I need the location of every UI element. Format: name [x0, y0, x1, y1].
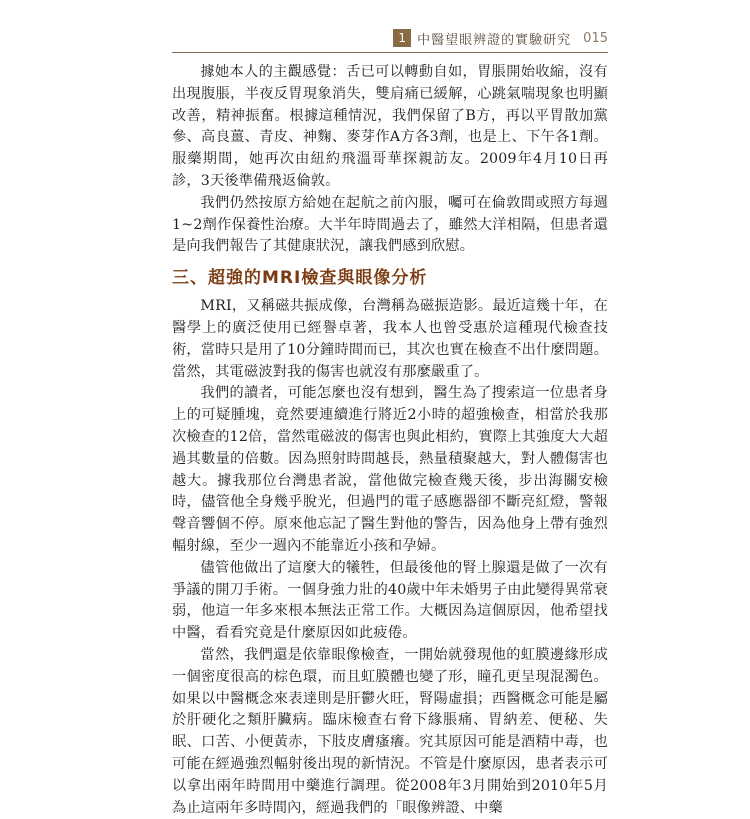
- paragraph: 當然，我們還是依靠眼像檢查，一開始就發現他的虹膜邊緣形成一個密度很高的棕色環，而且虹膜體也變了形，瞳孔更呈現混濁色。如果以中醫概念來表達則是肝鬱火旺，腎陽虛損；西醫概念可能是屬於肝硬化之類肝臟病。臨床檢查右脅下緣脹痛、胃納差、便秘、失眠、口苦、小便黃赤，下肢皮膚瘙癢。究其原因可能是酒精中毒，也可能在經過強烈輻射後出現的新情況。不管是什麼原因，患者表示可以拿出兩年時間用中藥進行調理。從2008年3月開始到2010年5月為止這兩年多時間內，經過我們的「眼像辨證、中藥: [172, 646, 608, 816]
- paragraph: MRI，又稱磁共振成像，台灣稱為磁振造影。最近這幾十年，在醫學上的廣泛使用已經譽卓著，我本人也曾受惠於這種現代檢查技術，當時只是用了10分鐘時間而已，其次也實在檢查不出什麼問題。當然，其電磁波對我的傷害也就沒有那麼嚴重了。: [172, 298, 608, 380]
- header-divider: [172, 52, 608, 53]
- paragraph: 儘管他做出了這麼大的犧牲，但最後他的腎上腺還是做了一次有爭議的開刀手術。一個身強力壯的40歲中年未婚男子由此變得異常衰弱，他這一年多來根本無法正常工作。大概因為這個原因，他希望找中醫，看看究竟是什麼原因如此疲倦。: [172, 559, 608, 642]
- section-heading: 三、超強的MRI檢查與眼像分析: [172, 268, 428, 289]
- paragraph: 據她本人的主觀感覺：舌已可以轉動自如，胃脹開始收縮，沒有出現腹脹，半夜反胃現象消失，雙肩痛已緩解，心跳氣喘現象也明顯改善，精神振奮。根據這種情況，我們保留了B方，再以平胃散加黨參、高良薑、青皮、神麴、麥芽作A方各3劑，也是上、下午各1劑。服藥期間，她再次由紐約飛溫哥華探親訪友。2009年4月10日再診，3天後準備飛返倫敦。: [172, 64, 608, 189]
- page-number: 015: [583, 30, 608, 46]
- paragraph: 我們的讀者，可能怎麼也沒有想到，醫生為了搜索這一位患者身上的可疑腫塊，竟然要連續進行將近2小時的超強檢查，相當於我那次檢查的12倍，當然電磁波的傷害也與此相約，實際上其強度大大超過其數量的倍數。因為照射時間越長，熱量積聚越大，對人體傷害也越大。據我那位台灣患者說，當他做完檢查幾天後，步出海關安檢時，儘管他全身幾乎脫光，但過門的電子感應器卻不斷亮紅燈，警報聲音響個不停。原來他忘記了醫生對他的警告，因為他身上帶有強烈輻射線，至少一週內不能靠近小孩和孕婦。: [172, 385, 608, 554]
- book-title: 中醫望眼辨證的實驗研究: [417, 32, 572, 48]
- chapter-badge: 1: [393, 29, 411, 47]
- paragraph: 我們仍然按原方給她在起航之前內服，囑可在倫敦間或照方每週1~2劑作保養性治療。大半年時間過去了，雖然大洋相隔，但患者還是向我們報告了其健康狀況，讓我們感到欣慰。: [172, 194, 608, 255]
- running-header: [172, 26, 608, 50]
- body-text: [172, 62, 608, 819]
